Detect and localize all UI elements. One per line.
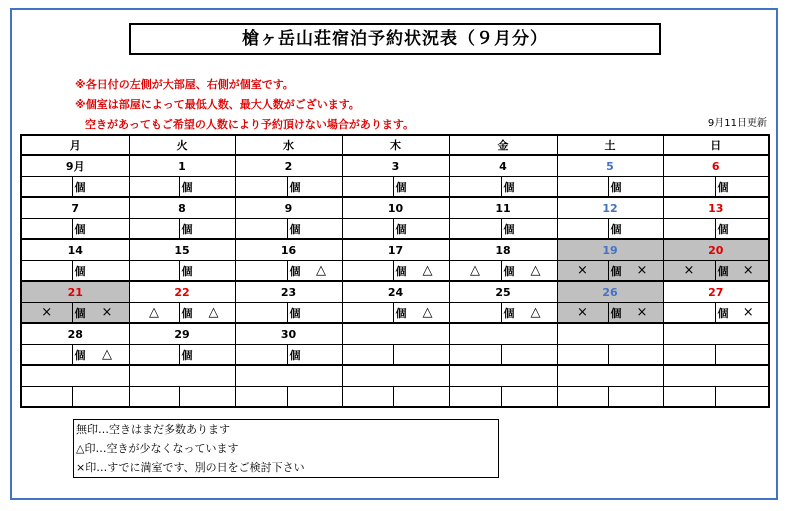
private-room-mark: △ <box>530 263 541 278</box>
dorm-status <box>235 387 287 408</box>
private-room-status <box>715 219 769 240</box>
day-number: 16 <box>235 239 342 261</box>
dorm-status <box>21 177 72 198</box>
private-room-status <box>608 219 663 240</box>
dorm-status <box>449 387 501 408</box>
day-number: 6 <box>663 155 769 177</box>
dorm-status <box>129 261 179 282</box>
day-number <box>663 323 769 345</box>
legend-cross: ×印…すでに満室です、別の日をご検討下さい <box>76 461 305 474</box>
private-room-label: 個 <box>74 348 86 362</box>
dorm-status <box>21 387 72 408</box>
legend-triangle: △印…空きが少なくなっています <box>76 442 239 455</box>
private-room-label: 個 <box>610 180 622 194</box>
dorm-status <box>21 345 72 366</box>
day-number: 13 <box>663 197 769 219</box>
private-room-status <box>501 219 557 240</box>
private-room-status <box>501 345 557 366</box>
dorm-status <box>21 219 72 240</box>
private-room-status <box>287 261 342 282</box>
private-room-status <box>72 303 129 324</box>
dorm-status <box>557 387 608 408</box>
private-room-label: 個 <box>74 306 86 320</box>
private-room-status <box>608 261 663 282</box>
dorm-status <box>663 303 715 324</box>
note-1: ※各日付の左側が大部屋、右側が個室です。 <box>75 78 294 91</box>
dorm-status: △ <box>449 261 501 282</box>
dorm-status <box>21 261 72 282</box>
day-number <box>235 365 342 387</box>
weekday-header: 土 <box>557 135 663 155</box>
reservation-calendar <box>20 134 770 408</box>
weekday-header: 火 <box>129 135 235 155</box>
private-room-label: 個 <box>289 306 301 320</box>
day-number: 10 <box>342 197 449 219</box>
weekday-header: 月 <box>21 135 129 155</box>
day-number <box>342 323 449 345</box>
day-number: 27 <box>663 281 769 303</box>
day-number: 9月 <box>21 155 129 177</box>
private-room-label: 個 <box>181 264 193 278</box>
dorm-status: × <box>663 261 715 282</box>
dorm-status <box>129 387 179 408</box>
dorm-status <box>342 345 393 366</box>
weekday-header: 水 <box>235 135 342 155</box>
private-room-label: 個 <box>289 264 301 278</box>
dorm-status <box>663 177 715 198</box>
dorm-status <box>235 177 287 198</box>
day-number: 3 <box>342 155 449 177</box>
private-room-status <box>179 303 235 324</box>
private-room-label: 個 <box>503 264 515 278</box>
weekday-header: 金 <box>449 135 557 155</box>
private-room-label: 個 <box>181 222 193 236</box>
day-number: 17 <box>342 239 449 261</box>
dorm-status <box>663 219 715 240</box>
private-room-status <box>393 219 449 240</box>
day-number: 7 <box>21 197 129 219</box>
day-number: 15 <box>129 239 235 261</box>
updated-date: 9月11日更新 <box>707 118 767 129</box>
dorm-status <box>449 345 501 366</box>
private-room-label: 個 <box>503 180 515 194</box>
day-number: 23 <box>235 281 342 303</box>
private-room-status <box>501 303 557 324</box>
private-room-status <box>72 261 129 282</box>
day-number: 24 <box>342 281 449 303</box>
legend-none: 無印…空きはまだ多数あります <box>76 423 230 436</box>
day-number <box>21 365 129 387</box>
private-room-status <box>715 345 769 366</box>
private-room-status <box>715 303 769 324</box>
day-number: 8 <box>129 197 235 219</box>
private-room-status <box>715 261 769 282</box>
private-room-label: 個 <box>395 222 407 236</box>
dorm-status <box>342 177 393 198</box>
day-number: 1 <box>129 155 235 177</box>
private-room-mark: △ <box>530 305 541 320</box>
dorm-status <box>235 303 287 324</box>
private-room-status <box>179 387 235 408</box>
private-room-mark: △ <box>208 305 219 320</box>
private-room-status <box>393 303 449 324</box>
private-room-label: 個 <box>395 264 407 278</box>
day-number: 26 <box>557 281 663 303</box>
day-number: 2 <box>235 155 342 177</box>
dorm-status <box>129 345 179 366</box>
private-room-status <box>179 219 235 240</box>
day-number <box>663 365 769 387</box>
dorm-status <box>449 177 501 198</box>
private-room-label: 個 <box>610 264 622 278</box>
day-number <box>557 365 663 387</box>
dorm-status <box>235 219 287 240</box>
private-room-label: 個 <box>503 222 515 236</box>
day-number: 19 <box>557 239 663 261</box>
day-number: 4 <box>449 155 557 177</box>
private-room-status <box>179 177 235 198</box>
dorm-status <box>342 303 393 324</box>
private-room-label: 個 <box>289 180 301 194</box>
private-room-label: 個 <box>74 222 86 236</box>
dorm-status: × <box>557 261 608 282</box>
private-room-status <box>608 387 663 408</box>
day-number: 21 <box>21 281 129 303</box>
weekday-header: 日 <box>663 135 769 155</box>
day-number <box>449 365 557 387</box>
private-room-status <box>72 345 129 366</box>
dorm-status <box>449 219 501 240</box>
day-number: 14 <box>21 239 129 261</box>
dorm-status <box>557 345 608 366</box>
private-room-status <box>179 345 235 366</box>
day-number: 30 <box>235 323 342 345</box>
private-room-mark: △ <box>422 305 433 320</box>
page-title: 槍ヶ岳山荘宿泊予約状況表（９月分） <box>129 23 661 55</box>
private-room-label: 個 <box>181 180 193 194</box>
private-room-label: 個 <box>610 222 622 236</box>
note-2: ※個室は部屋によって最低人数、最大人数がございます。 <box>75 98 360 111</box>
dorm-status <box>557 219 608 240</box>
day-number <box>557 323 663 345</box>
private-room-status <box>393 261 449 282</box>
private-room-label: 個 <box>74 180 86 194</box>
day-number <box>129 365 235 387</box>
private-room-mark: × <box>742 263 754 278</box>
dorm-status <box>235 345 287 366</box>
private-room-status <box>393 177 449 198</box>
day-number <box>342 365 449 387</box>
dorm-status: × <box>557 303 608 324</box>
private-room-mark: × <box>636 305 648 320</box>
private-room-label: 個 <box>503 306 515 320</box>
private-room-status <box>72 177 129 198</box>
private-room-label: 個 <box>181 306 193 320</box>
private-room-label: 個 <box>395 306 407 320</box>
dorm-status <box>129 177 179 198</box>
private-room-status <box>501 387 557 408</box>
private-room-mark: △ <box>422 263 433 278</box>
private-room-status <box>501 261 557 282</box>
day-number: 9 <box>235 197 342 219</box>
day-number: 25 <box>449 281 557 303</box>
private-room-status <box>179 261 235 282</box>
private-room-label: 個 <box>395 180 407 194</box>
dorm-status <box>235 261 287 282</box>
private-room-status <box>501 177 557 198</box>
note-3: 空きがあってもご希望の人数により予約頂けない場合があります。 <box>85 118 415 131</box>
day-number: 11 <box>449 197 557 219</box>
private-room-status <box>393 387 449 408</box>
private-room-label: 個 <box>289 348 301 362</box>
day-number: 29 <box>129 323 235 345</box>
private-room-status <box>72 219 129 240</box>
weekday-header: 木 <box>342 135 449 155</box>
private-room-label: 個 <box>717 306 729 320</box>
legend-box <box>73 419 499 478</box>
day-number: 12 <box>557 197 663 219</box>
private-room-label: 個 <box>181 348 193 362</box>
dorm-status <box>663 345 715 366</box>
private-room-status <box>287 387 342 408</box>
day-number: 20 <box>663 239 769 261</box>
private-room-status <box>287 345 342 366</box>
private-room-status <box>287 219 342 240</box>
day-number: 28 <box>21 323 129 345</box>
private-room-mark: × <box>636 263 648 278</box>
private-room-status <box>715 387 769 408</box>
dorm-status <box>342 219 393 240</box>
day-number: 5 <box>557 155 663 177</box>
private-room-mark: △ <box>102 347 112 362</box>
dorm-status: × <box>21 303 72 324</box>
private-room-status <box>608 345 663 366</box>
private-room-label: 個 <box>717 180 729 194</box>
private-room-status <box>393 345 449 366</box>
private-room-status <box>608 303 663 324</box>
dorm-status <box>129 219 179 240</box>
private-room-status <box>608 177 663 198</box>
private-room-status <box>715 177 769 198</box>
private-room-label: 個 <box>74 264 86 278</box>
private-room-label: 個 <box>717 264 729 278</box>
private-room-mark: × <box>742 305 754 320</box>
day-number <box>449 323 557 345</box>
day-number: 22 <box>129 281 235 303</box>
private-room-label: 個 <box>717 222 729 236</box>
private-room-status <box>72 387 129 408</box>
dorm-status <box>342 387 393 408</box>
day-number: 18 <box>449 239 557 261</box>
dorm-status: △ <box>129 303 179 324</box>
dorm-status <box>342 261 393 282</box>
dorm-status <box>449 303 501 324</box>
private-room-mark: △ <box>316 263 326 278</box>
private-room-status <box>287 177 342 198</box>
private-room-label: 個 <box>610 306 622 320</box>
dorm-status <box>663 387 715 408</box>
private-room-label: 個 <box>289 222 301 236</box>
dorm-status <box>557 177 608 198</box>
private-room-status <box>287 303 342 324</box>
private-room-mark: × <box>101 305 113 320</box>
